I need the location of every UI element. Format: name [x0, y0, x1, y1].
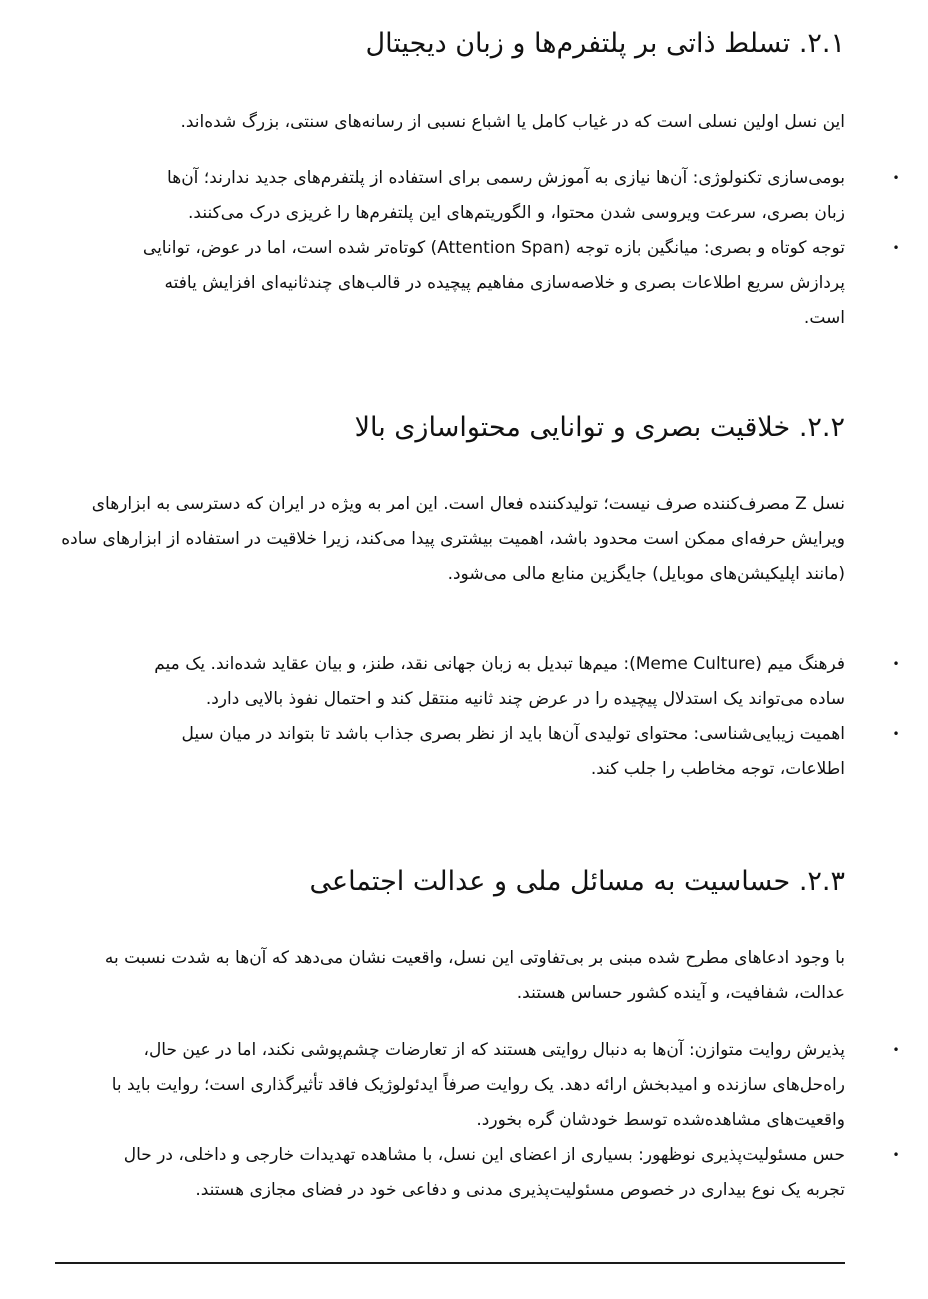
- bullet-icon: •: [892, 657, 900, 671]
- bullet-icon: •: [892, 1148, 900, 1162]
- bullet-list-2-3: [110, 1033, 900, 1208]
- list-item: [115, 717, 900, 787]
- list-item: [110, 1138, 900, 1208]
- list-item-text: توجه کوتاه و بصری: میانگین بازه توجه (Attention Span) کوتاه‌تر شده است، اما در عوض، توانایی پردازش سریع اطلاعات بصری و خلاصه‌سازی مفاهیم پیچیده در قالب‌های چندثانیه‌ای افزایش یافته است.: [142, 238, 845, 328]
- list-item-text: پذیرش روایت متوازن: آن‌ها به دنبال روایتی هستند که از تعارضات چشم‌پوشی نکند، اما در عین حال، راه‌حل‌های سازنده و امیدبخش ارائه دهد. یک روایت صرفاً ایدئولوژیک فاقد تأثیرگذاری است؛ روایت باید با واقعیت‌های مشاهده‌شده توسط خودشان گره بخورد.: [111, 1040, 845, 1130]
- list-item-text: اهمیت زیبایی‌شناسی: محتوای تولیدی آن‌ها باید از نظر بصری جذاب باشد تا بتواند در میان سیل اطلاعات، توجه مخاطب را جلب کند.: [181, 724, 845, 779]
- bullet-list-2-1: [140, 161, 900, 336]
- bullet-icon: •: [892, 1043, 900, 1057]
- section-heading-2-2: ۲.۲. خلاقیت بصری و توانایی محتواسازی بالا: [354, 412, 845, 443]
- list-item-text: بومی‌سازی تکنولوژی: آن‌ها نیازی به آموزش رسمی برای استفاده از پلتفرم‌های جدید ندارند؛ آن‌ها زبان بصری، سرعت ویروسی شدن محتوا، و الگوریتم‌های این پلتفرم‌ها را غریزی درک می‌کنند.: [167, 168, 845, 223]
- section-paragraph-2-1: این نسل اولین نسلی است که در غیاب کامل یا اشباع نسبی از رسانه‌های سنتی، بزرگ شده‌اند.: [180, 112, 845, 132]
- bullet-icon: •: [892, 241, 900, 255]
- section-paragraph-2-3: با وجود ادعاهای مطرح شده مبنی بر بی‌تفاوتی این نسل، واقعیت نشان می‌دهد که آن‌ها به شدت نسبت به عدالت، شفافیت، و آینده کشور حساس هستند.: [104, 948, 845, 1003]
- list-item: [115, 647, 900, 717]
- bullet-icon: •: [892, 171, 900, 185]
- horizontal-rule: [55, 1262, 845, 1264]
- section-paragraph-2-2: نسل Z مصرف‌کننده صرف نیست؛ تولیدکننده فعال است. این امر به ویژه در ایران که دسترسی به ابزارهای ویرایش حرفه‌ای ممکن است محدود باشد، اهمیت بیشتری پیدا می‌کند، زیرا خلاقیت در استفاده از ابزارهای ساده (مانند اپلیکیشن‌های موبایل) جایگزین منابع مالی می‌شود.: [61, 494, 845, 584]
- section-heading-2-1: ۲.۱. تسلط ذاتی بر پلتفرم‌ها و زبان دیجیتال: [365, 28, 845, 59]
- list-item: [140, 231, 900, 336]
- list-item: [110, 1033, 900, 1138]
- list-item-text: فرهنگ میم (Meme Culture): میم‌ها تبدیل به زبان جهانی نقد، طنز، و بیان عقاید شده‌اند. یک میم ساده می‌تواند یک استدلال پیچیده را در عرض چند ثانیه منتقل کند و احتمال نفوذ بالایی دارد.: [154, 654, 845, 709]
- bullet-icon: •: [892, 727, 900, 741]
- list-item-text: حس مسئولیت‌پذیری نوظهور: بسیاری از اعضای این نسل، با مشاهده تهدیدات خارجی و داخلی، در حال تجربه یک نوع بیداری در خصوص مسئولیت‌پذیری مدنی و دفاعی خود در فضای مجازی هستند.: [123, 1145, 845, 1200]
- bullet-list-2-2: [115, 647, 900, 787]
- list-item: [140, 161, 900, 231]
- section-heading-2-3: ۲.۳. حساسیت به مسائل ملی و عدالت اجتماعی: [309, 866, 845, 897]
